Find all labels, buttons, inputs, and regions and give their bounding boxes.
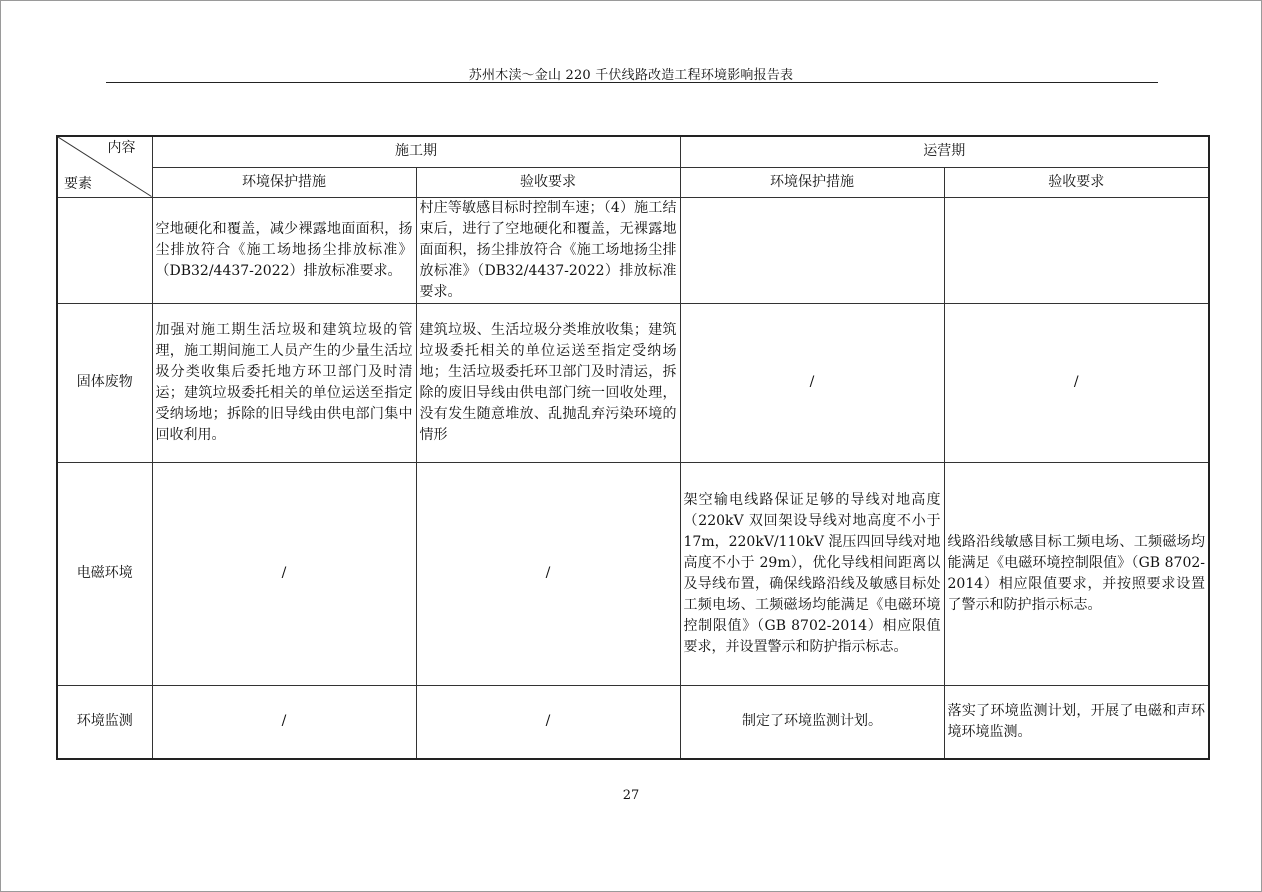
construction-acceptance-cell: / <box>416 685 680 759</box>
group-header-operation: 运营期 <box>680 136 1209 167</box>
row-element-cell: 电磁环境 <box>57 462 152 685</box>
corner-header-cell <box>57 136 152 197</box>
environmental-measures-table <box>56 135 1210 760</box>
operation-acceptance-cell: / <box>944 303 1209 462</box>
header-rule <box>106 82 1158 83</box>
construction-acceptance-cell: 村庄等敏感目标时控制车速；（4）施工结束后，进行了空地硬化和覆盖，无裸露地面面积，扬尘排放符合《施工场地扬尘排放标准》（DB32/4437-2022）排放标准要求。 <box>416 197 680 303</box>
row-element-cell: 环境监测 <box>57 685 152 759</box>
column-header-construction-measures: 环境保护措施 <box>152 167 416 197</box>
operation-measures-cell <box>680 197 944 303</box>
table-row <box>57 197 1209 303</box>
operation-measures-cell: / <box>680 303 944 462</box>
table-column-header-row <box>57 167 1209 197</box>
construction-acceptance-cell: / <box>416 462 680 685</box>
corner-label-content: 内容 <box>107 140 136 156</box>
column-header-operation-acceptance: 验收要求 <box>944 167 1209 197</box>
operation-measures-cell: 架空输电线路保证足够的导线对地高度（220kV 双回架设导线对地高度不小于 17m，220kV/110kV 混压四回导线对地高度不小于 29m），优化导线相间距离以及导线布置，确保线路沿线及敏感目标处工频电场、工频磁场均能满足《电磁环境控制限值》（GB 8702-2014）相应限值要求，并设置警示和防护指示标志。 <box>680 462 944 685</box>
table-row <box>57 462 1209 685</box>
construction-measures-cell: 空地硬化和覆盖，减少裸露地面面积，扬尘排放符合《施工场地扬尘排放标准》（DB32/4437-2022）排放标准要求。 <box>152 197 416 303</box>
construction-measures-cell: / <box>152 462 416 685</box>
operation-acceptance-cell <box>944 197 1209 303</box>
column-header-construction-acceptance: 验收要求 <box>416 167 680 197</box>
construction-acceptance-cell: 建筑垃圾、生活垃圾分类堆放收集；建筑垃圾委托相关的单位运送至指定受纳场地；生活垃圾委托环卫部门及时清运，拆除的废旧导线由供电部门统一回收处理，没有发生随意堆放、乱抛乱弃污染环境的情形 <box>416 303 680 462</box>
row-element-cell: 固体废物 <box>57 303 152 462</box>
table-row <box>57 685 1209 759</box>
page-number: 27 <box>622 788 640 803</box>
operation-measures-cell: 制定了环境监测计划。 <box>680 685 944 759</box>
document-header-title: 苏州木渎～金山 220 千伏线路改造工程环境影响报告表 <box>468 68 794 83</box>
construction-measures-cell: / <box>152 685 416 759</box>
operation-acceptance-cell: 线路沿线敏感目标工频电场、工频磁场均能满足《电磁环境控制限值》（GB 8702-2014）相应限值要求，并按照要求设置了警示和防护指示标志。 <box>944 462 1209 685</box>
group-header-construction: 施工期 <box>152 136 680 167</box>
construction-measures-cell: 加强对施工期生活垃圾和建筑垃圾的管理，施工期间施工人员产生的少量生活垃圾分类收集后委托地方环卫部门及时清运；建筑垃圾委托相关的单位运送至指定受纳场地；拆除的旧导线由供电部门集中回收利用。 <box>152 303 416 462</box>
table-row <box>57 303 1209 462</box>
corner-label-element: 要素 <box>64 175 92 192</box>
row-element-cell <box>57 197 152 303</box>
column-header-operation-measures: 环境保护措施 <box>680 167 944 197</box>
operation-acceptance-cell: 落实了环境监测计划，开展了电磁和声环境环境监测。 <box>944 685 1209 759</box>
table-group-header-row <box>57 136 1209 167</box>
